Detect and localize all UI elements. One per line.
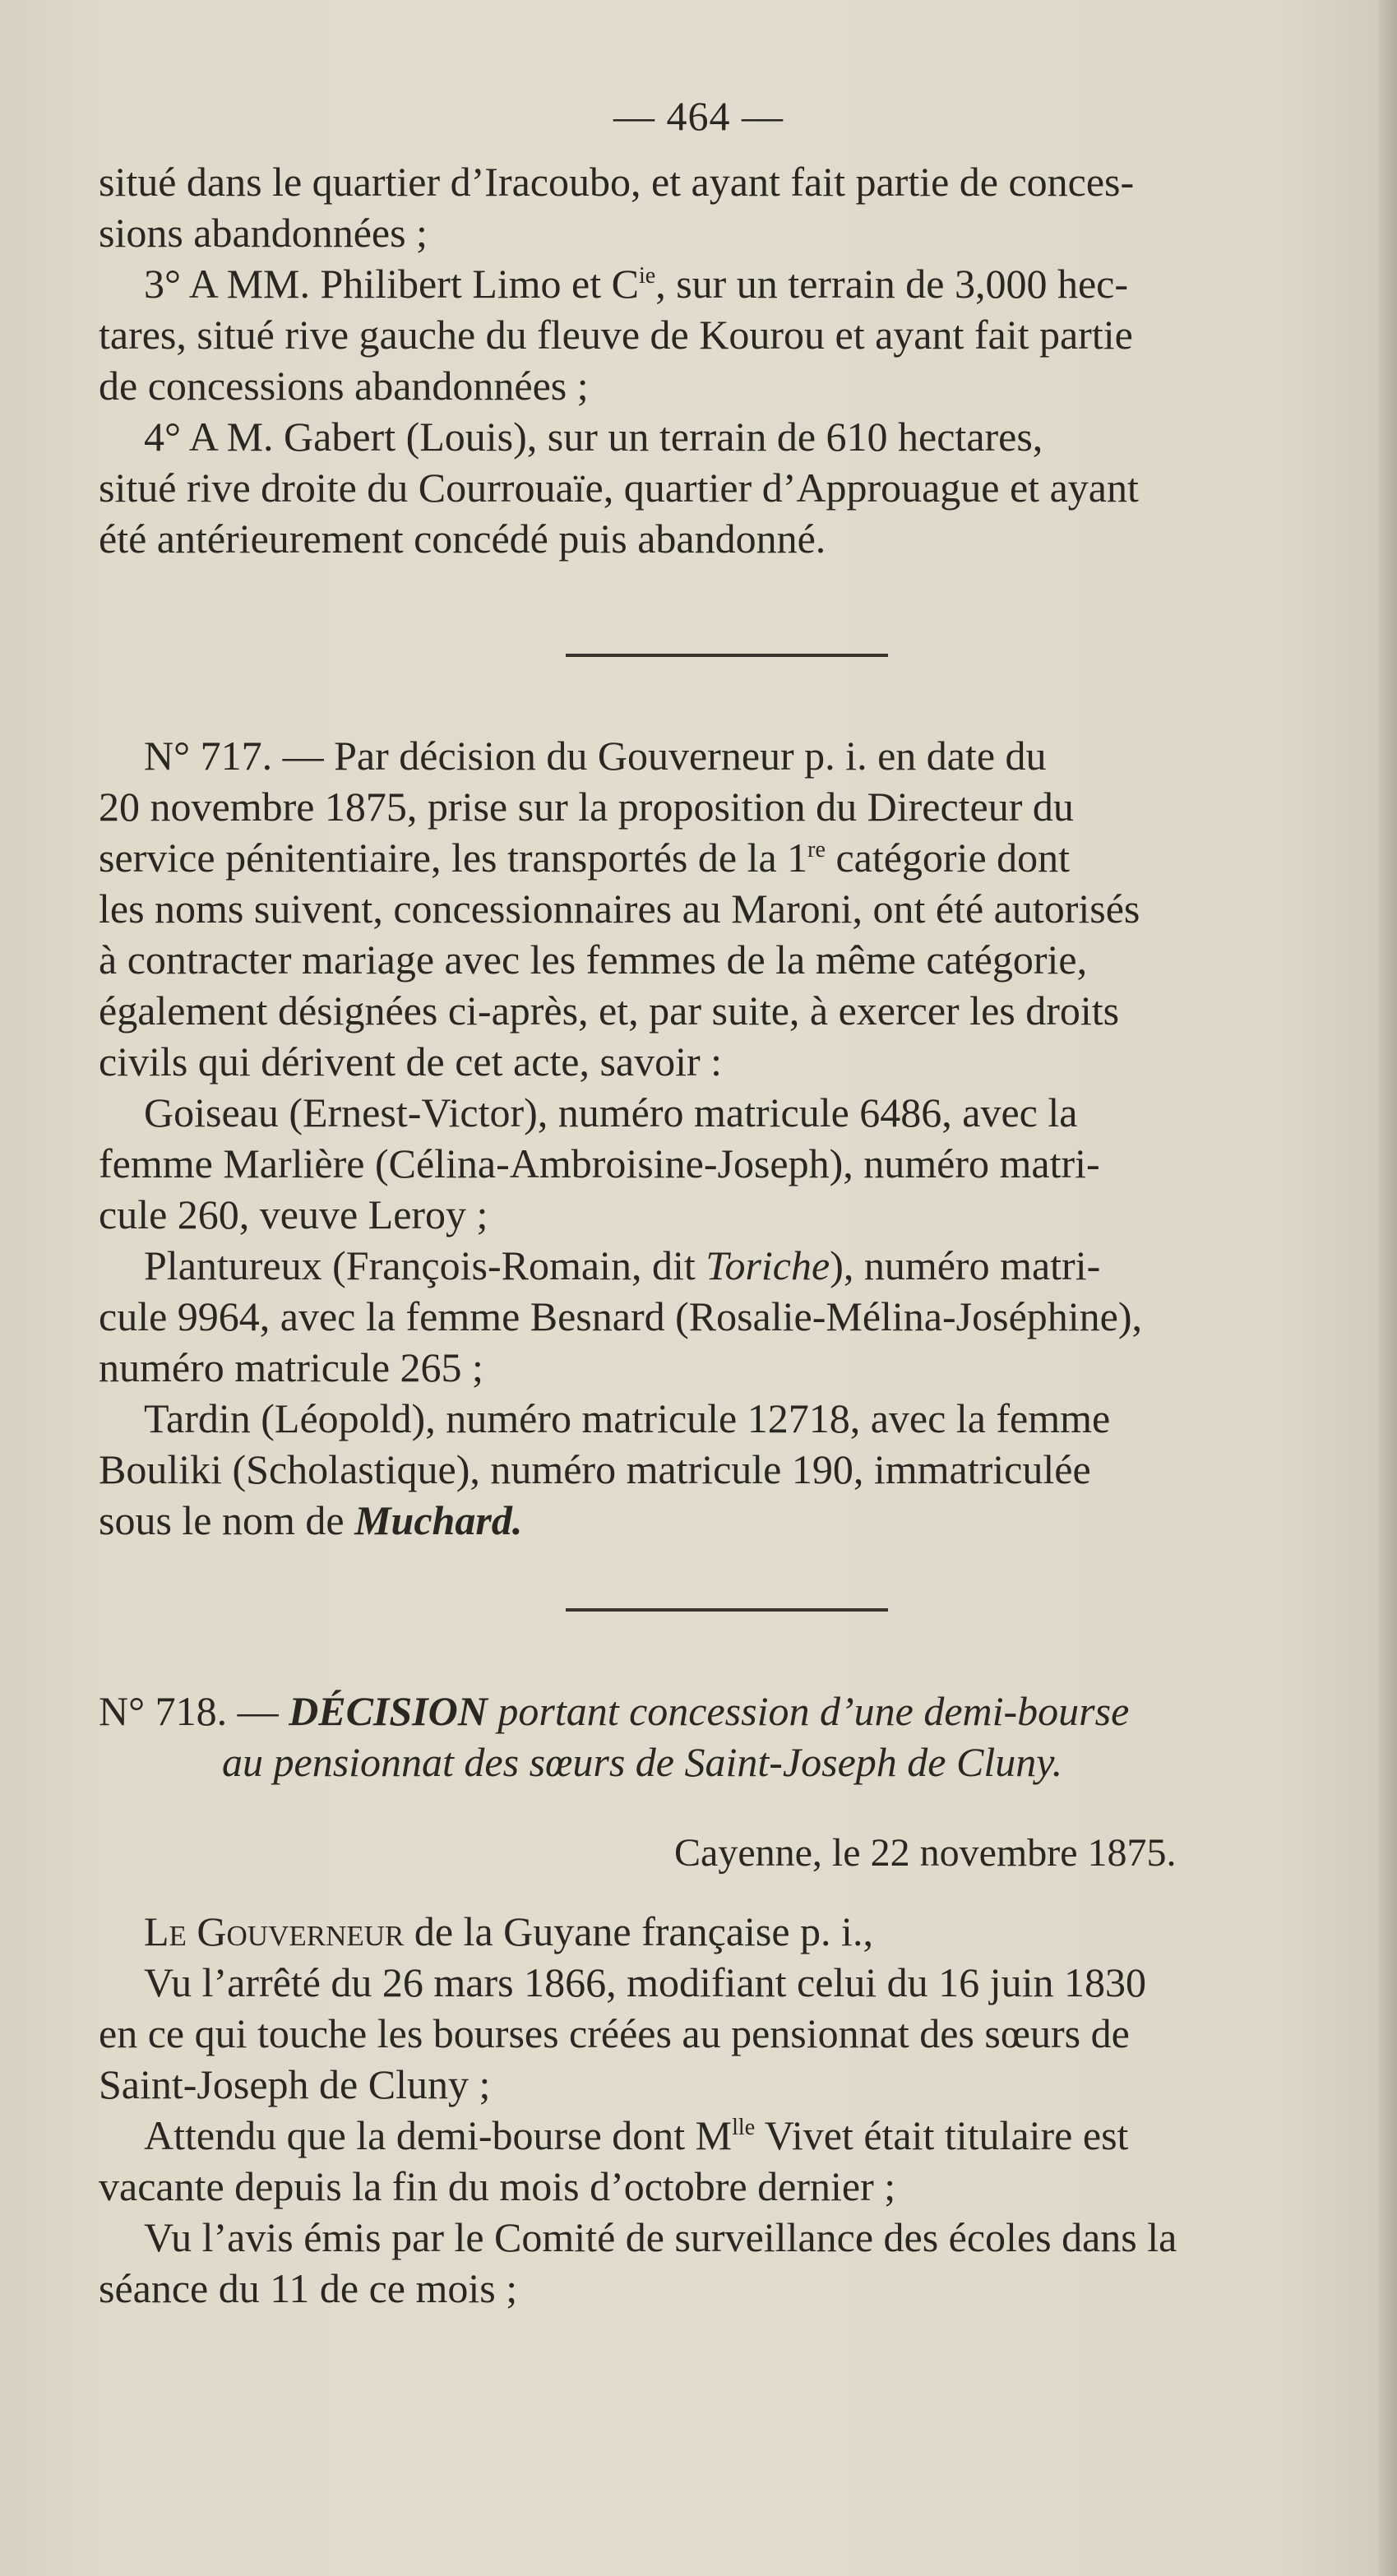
text-line: numéro matricule 265 ; bbox=[99, 1344, 483, 1390]
text-line: de concessions abandonnées ; bbox=[99, 363, 589, 409]
section-divider bbox=[566, 654, 888, 657]
decision-subject: portant concession d’une demi-bourse bbox=[487, 1688, 1130, 1734]
text-line: à contracter mariage avec les femmes de la même catégorie, bbox=[99, 937, 1088, 983]
text-line: séance du 11 de ce mois ; bbox=[99, 2265, 518, 2311]
text-line: 4° A M. Gabert (Louis), sur un terrain de 610 hectares, bbox=[144, 414, 1043, 460]
text-line: sions abandonnées ; bbox=[99, 210, 428, 256]
text-line bbox=[99, 258, 1348, 309]
superscript: lle bbox=[732, 2115, 756, 2140]
text-line: situé rive droite du Courrouaïe, quartier d’Approuague et ayant bbox=[99, 465, 1139, 511]
decision-718-body bbox=[99, 1906, 1348, 2314]
text-fragment: sous le nom de bbox=[99, 1497, 355, 1543]
text-line bbox=[99, 1686, 1348, 1737]
text-fragment: de la Guyane française p. i., bbox=[404, 1908, 873, 1954]
text-fragment: 3° A MM. Philibert Limo et C bbox=[144, 261, 639, 307]
text-line: Saint-Joseph de Cluny ; bbox=[99, 2061, 491, 2107]
paragraph-item-3 bbox=[99, 258, 1348, 411]
text-fragment: Plantureux (François-Romain, dit bbox=[144, 1242, 706, 1288]
decision-717 bbox=[99, 730, 1348, 1546]
text-line: également désignées ci-après, et, par suite, à exercer les droits bbox=[99, 987, 1120, 1034]
text-line bbox=[99, 1240, 1348, 1291]
text-line bbox=[99, 1906, 1348, 1957]
text-line: été antérieurement concédé puis abandonné. bbox=[99, 516, 826, 562]
text-fragment: catégorie dont bbox=[825, 835, 1071, 881]
text-line: Tardin (Léopold), numéro matricule 12718, avec la femme bbox=[144, 1395, 1111, 1441]
decision-number: N° 718. — bbox=[99, 1688, 289, 1734]
text-line bbox=[99, 832, 1348, 883]
governor-title: Le Gouverneur bbox=[144, 1908, 405, 1954]
text-line: N° 717. — Par décision du Gouverneur p. i. en date du bbox=[144, 733, 1047, 779]
italic-name: Muchard. bbox=[354, 1497, 523, 1543]
text-line: en ce qui touche les bourses créées au pensionnat des sœurs de bbox=[99, 2010, 1130, 2056]
text-fragment: ), numéro matri- bbox=[830, 1242, 1101, 1288]
paragraph-top bbox=[99, 156, 1348, 258]
paragraph-item-4 bbox=[99, 411, 1348, 564]
text-fragment: service pénitentiaire, les transportés de la 1 bbox=[99, 835, 808, 881]
text-line: tares, situé rive gauche du fleuve de Kourou et ayant fait partie bbox=[99, 312, 1133, 358]
text-line: Goiseau (Ernest-Victor), numéro matricule 6486, avec la bbox=[144, 1089, 1078, 1135]
date-line: Cayenne, le 22 novembre 1875. bbox=[674, 1831, 1177, 1875]
text-line: femme Marlière (Célina-Ambroisine-Joseph), numéro matri- bbox=[99, 1140, 1100, 1186]
text-line: 20 novembre 1875, prise sur la proposition du Directeur du bbox=[99, 784, 1074, 830]
text-line: les noms suivent, concessionnaires au Maroni, ont été autorisés bbox=[99, 886, 1140, 932]
text-line bbox=[99, 2110, 1348, 2161]
text-fragment: Attendu que la demi-bourse dont M bbox=[144, 2112, 733, 2158]
decision-718-title bbox=[99, 1686, 1348, 1787]
text-line: cule 260, veuve Leroy ; bbox=[99, 1191, 488, 1237]
text-line: cule 9964, avec la femme Besnard (Rosalie-Mélina-Joséphine), bbox=[99, 1293, 1142, 1339]
superscript: re bbox=[807, 837, 826, 863]
text-fragment: Vivet était titulaire est bbox=[755, 2112, 1129, 2158]
text-line: vacante depuis la fin du mois d’octobre dernier ; bbox=[99, 2163, 896, 2209]
page-edge bbox=[1379, 0, 1397, 2576]
page-number: — 464 — bbox=[613, 93, 784, 139]
text-line bbox=[99, 1495, 1348, 1546]
text-line: civils qui dérivent de cet acte, savoir : bbox=[99, 1038, 723, 1085]
text-line: Vu l’arrêté du 26 mars 1866, modifiant celui du 16 juin 1830 bbox=[144, 1959, 1146, 2005]
italic-name: Toriche bbox=[705, 1242, 830, 1288]
text-line: situé dans le quartier d’Iracoubo, et ayant fait partie de conces- bbox=[99, 159, 1135, 205]
superscript: ie bbox=[638, 263, 656, 289]
decision-heading: DÉCISION bbox=[289, 1688, 488, 1734]
text-fragment: , sur un terrain de 3,000 hec- bbox=[655, 261, 1129, 307]
text-line: Bouliki (Scholastique), numéro matricule 190, immatriculée bbox=[99, 1446, 1091, 1492]
text-line: Vu l’avis émis par le Comité de surveillance des écoles dans la bbox=[144, 2214, 1177, 2260]
section-divider bbox=[566, 1608, 888, 1612]
text-line: au pensionnat des sœurs de Saint-Joseph de Cluny. bbox=[222, 1739, 1063, 1785]
